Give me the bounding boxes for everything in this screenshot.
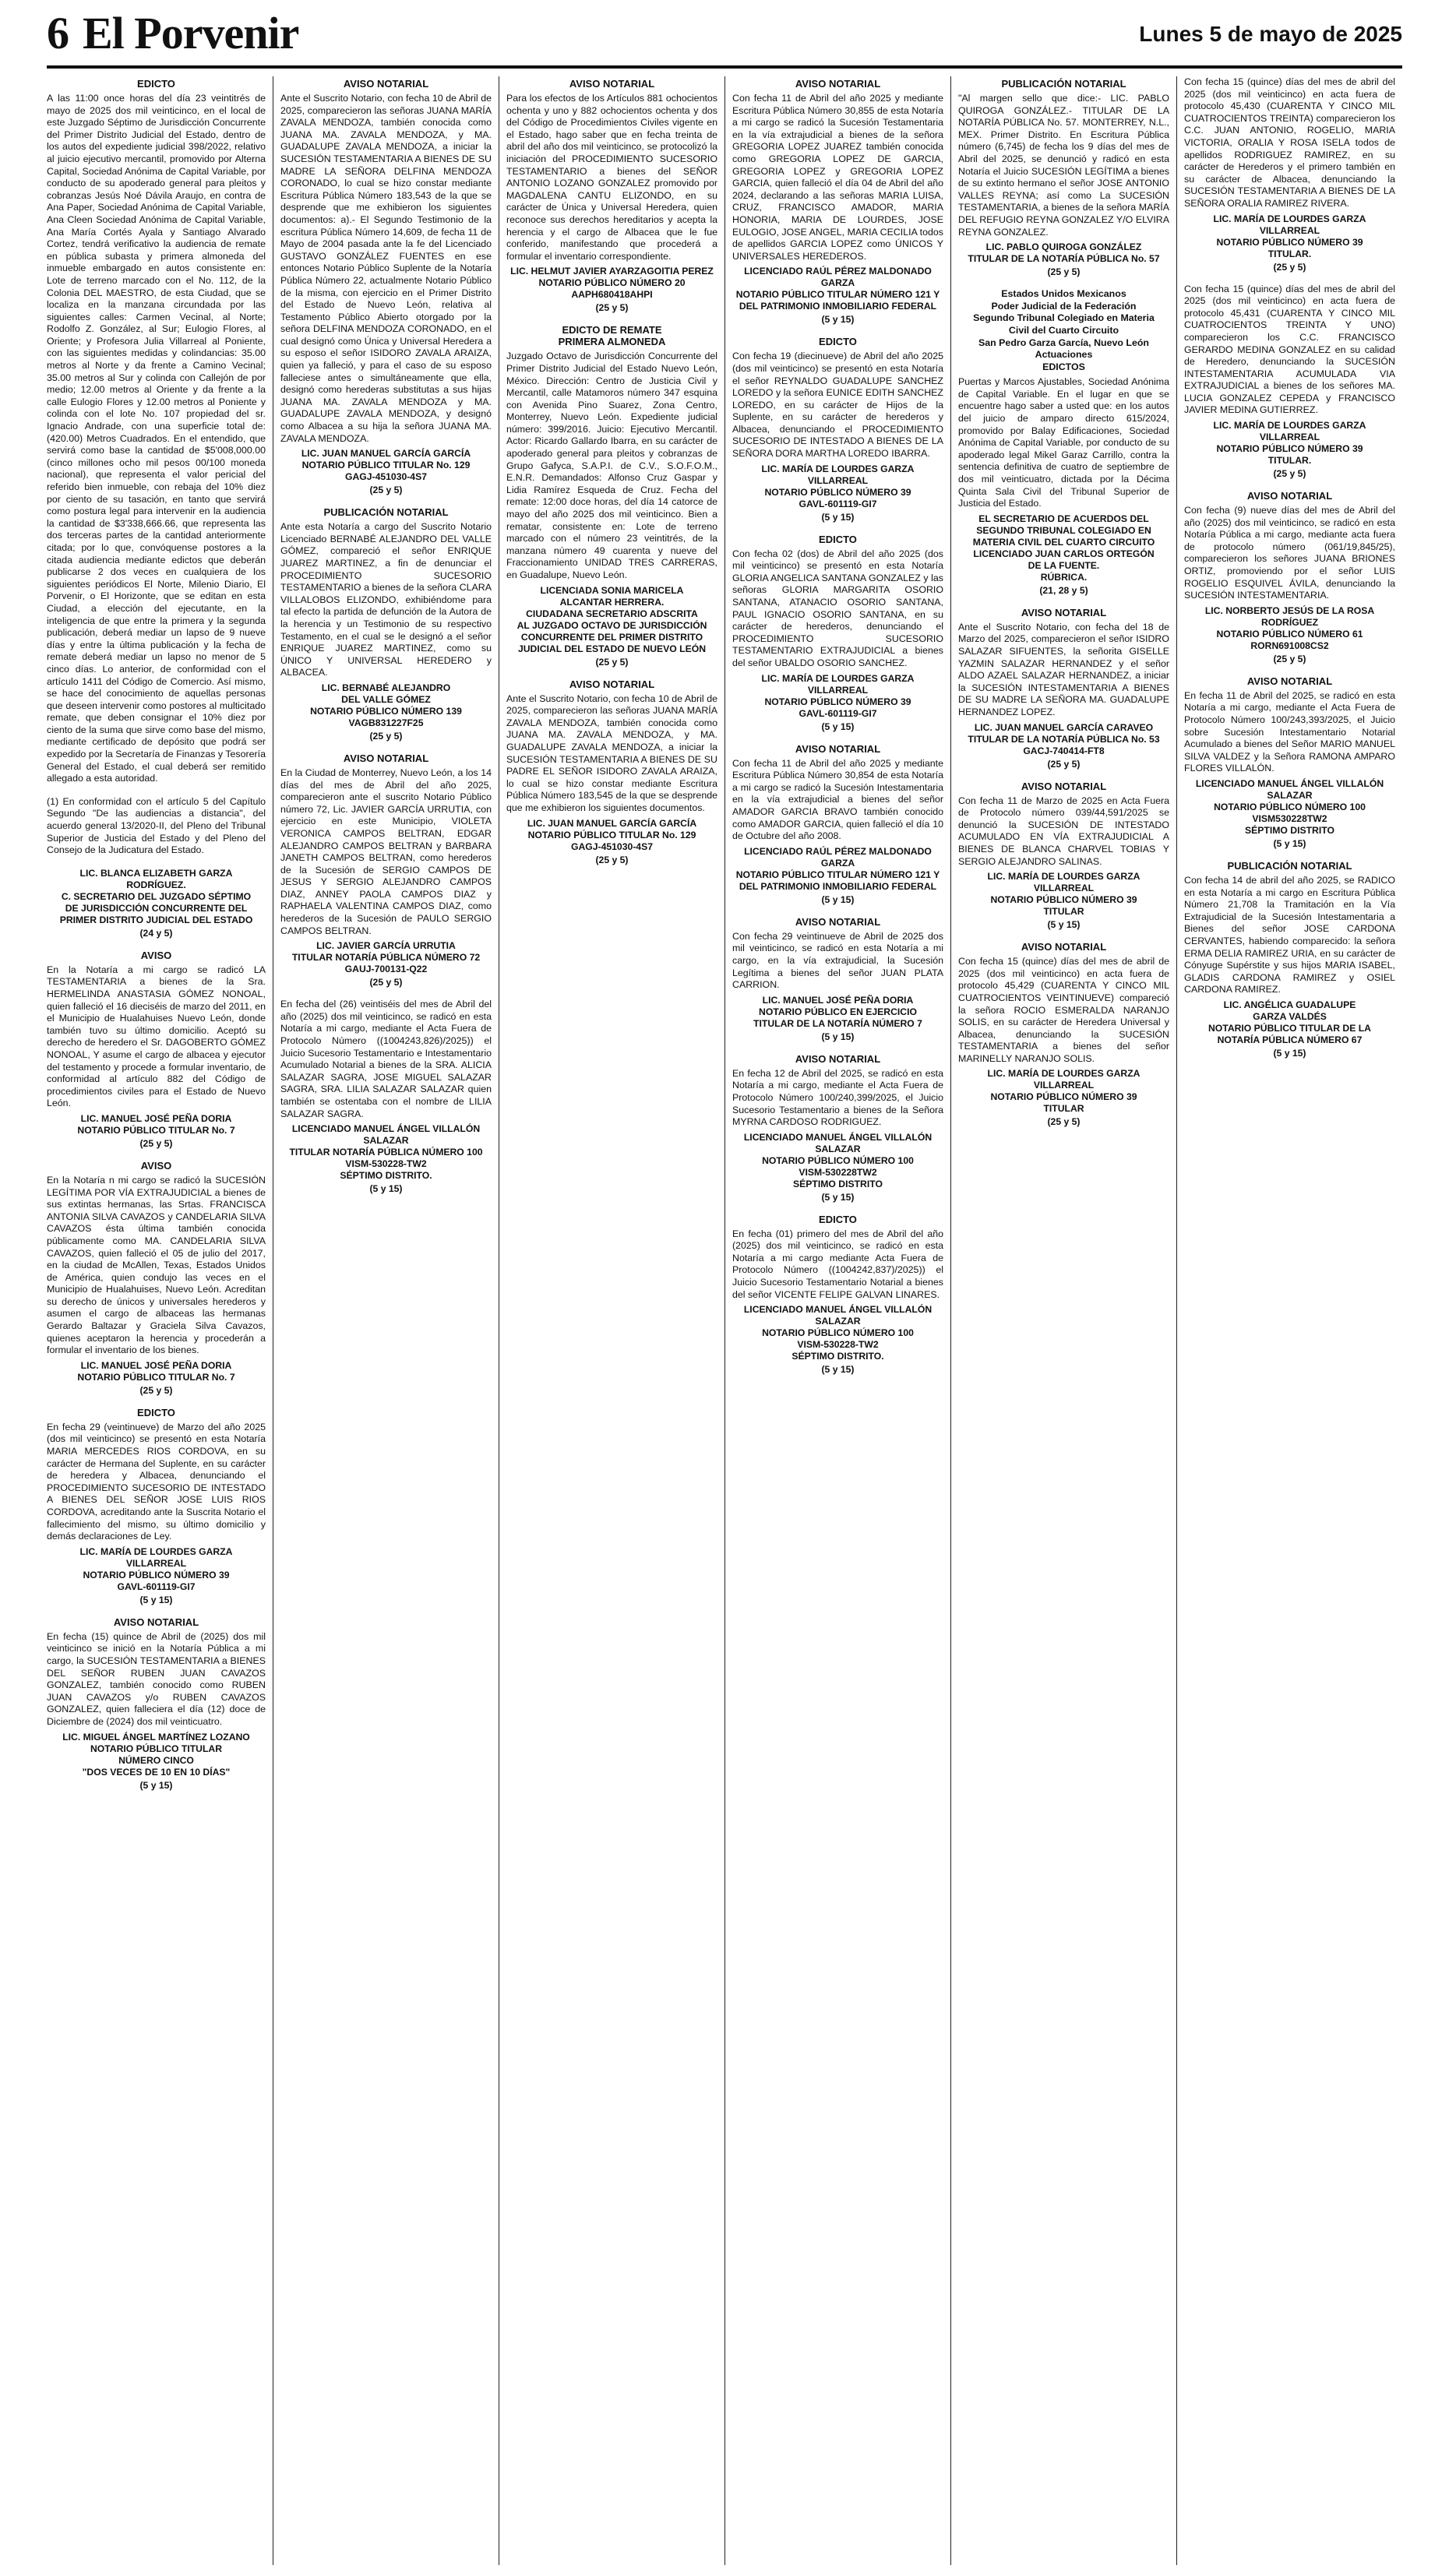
publication-dates: (25 y 5) [369,485,403,496]
legal-notice [506,78,717,313]
notice-body: En fecha 29 (veintinueve) de Marzo del año 2025 (dos mil veinticinco) se presentó en esta Notaría MARIA MERCEDES RIOS CORDOVA, en su carácter de Hermana del Suplente, en su carácter de heredera y Albacea, denunciando el PROCEDIMIENTO SUCESORIO DE INTESTADO A BIENES DEL SEÑOR JOSE LUIS RIOS CORDOVA, acreditando ante la Suscrita Notario el fallecimiento del mismo, su último domicilio y demás declaraciones de Ley. [47,1421,266,1542]
publication-dates: (5 y 15) [1047,919,1081,931]
legal-notice [506,324,717,667]
court-heading: Estados Unidos Mexicanos Poder Judicial de la Federación Segundo Tribunal Colegiado en Materia Civil del Cuarto Circuito San Pedro Garza García, Nuevo León Actuaciones EDICTOS [973,288,1155,372]
notice-body: Con fecha 29 veintinueve de Abril de 2025 dos mil veinticinco, se radicó en esta Notaría a mi cargo, en la vía extrajudicial, la Sucesión Legítima a bienes del señor JUAN PLATA CARRION. [732,930,943,991]
publication-dates: (25 y 5) [1273,261,1306,273]
legal-notice [280,752,492,988]
newspaper-name: El Porvenir [83,8,299,58]
notice-columns [47,76,1402,2565]
notice-signature: LIC. MANUEL JOSÉ PEÑA DORIA NOTARIO PÚBLICO TITULAR No. 7 [77,1112,235,1136]
publication-dates: (5 y 15) [821,1364,855,1376]
column-1 [47,76,273,2565]
notice-title: AVISO NOTARIAL [1246,490,1333,502]
notice-signature: LICENCIADO RAÚL PÉREZ MALDONADO GARZA NOTARIO PÚBLICO TITULAR NÚMERO 121 Y DEL PATRIMONIO INMOBILIARIO FEDERAL [735,266,940,312]
legal-notice [47,796,266,857]
publication-dates: (25 y 5) [1273,468,1306,480]
legal-notice [732,534,943,732]
notice-body: "Al margen sello que dice:- LIC. PABLO QUIROGA GONZÁLEZ.- TITULAR DE LA NOTARÍA PÚBLICA No. 57. MONTERREY, N.L., MEX. Primer Distrito. En Escritura Pública número (6,745) de fecha los 9 días del mes de Abril del 2025, se denunció y radicó en esta Notaría el Juicio SUCESIÓN LEGÍTIMA a bienes de su extinto hermano el señor JOSE ANTONIO VALLES REYNA; así como La SUCESIÓN TESTAMENTARIA, a bienes de la señora MARÍA DEL REFUGIO REYNA GONZALEZ Y/O ELVIRA REYNA GONZALEZ. [958,93,1169,238]
legal-notice [958,288,1169,596]
notice-title: EDICTO [819,336,857,348]
notice-signature: LIC. MARÍA DE LOURDES GARZA VILLARREAL NOTARIO PÚBLICO NÚMERO 39 TITULAR [987,1068,1141,1115]
notice-signature: LIC. MARÍA DE LOURDES GARZA VILLARREAL NOTARIO PÚBLICO NÚMERO 39 TITULAR. [1213,420,1366,467]
notice-signature: LIC. JUAN MANUEL GARCÍA CARAVEO TITULAR DE LA NOTARÍA PÚBLICA No. 53 GACJ-740414-FT8 [968,721,1160,756]
publication-dates: (5 y 15) [821,511,855,523]
publication-dates: (25 y 5) [369,730,403,742]
publication-dates: (5 y 15) [821,893,855,905]
publication-dates: (25 y 5) [139,1384,173,1396]
notice-signature: LIC. JUAN MANUEL GARCÍA GARCÍA NOTARIO PÚBLICO TITULAR No. 129 GAGJ-451030-4S7 [301,448,471,483]
notice-title: AVISO NOTARIAL [795,78,881,90]
notice-signature: LIC. NORBERTO JESÚS DE LA ROSA RODRÍGUEZ NOTARIO PÚBLICO NÚMERO 61 RORN691008CS2 [1204,604,1375,651]
notice-signature: LIC. HELMUT JAVIER AYARZAGOITIA PEREZ NOTARIO PÚBLICO NÚMERO 20 AAPH680418AHPI [510,266,714,301]
column-6 [1176,76,1402,2565]
notice-signature: LICENCIADO MANUEL ÁNGEL VILLALÓN SALAZAR NOTARIO PÚBLICO NÚMERO 100 VISM530228TW2 SÉPTIMO DISTRITO [1195,777,1384,836]
legal-notice [47,868,266,939]
notice-title: AVISO NOTARIAL [113,1616,199,1628]
legal-notice [732,916,943,1042]
publication-dates: (5 y 15) [139,1594,173,1605]
notice-body: Con fecha 15 (quince) días del mes de abril del 2025 (dos mil veinticinco) en acta fuera de protocolo 45,430 (CUARENTA Y CINCO MIL CUATROCIENTOS TREINTA) comparecieron los C.C. JUAN ANTONIO, ROGELIO, MARIA VICTORIA, ORALIA Y ROSA ISELA todos de apellidos RODRIGUEZ RAMIREZ, en su carácter de Herederos y el primero también en su carácter de Albacea, denunciando la SUCESIÓN TESTAMENTARIA A BIENES DE LA SEÑORA ORALIA RAMIREZ RIVERA. [1184,76,1395,209]
notice-title: PUBLICACIÓN NOTARIAL [1001,78,1126,90]
notice-body: Con fecha 02 (dos) de Abril del año 2025 (dos mil veinticinco) se presentó en esta Notaría GLORIA ANGELICA SANTANA GONZALEZ y las señoras GLORIA MARGARITA OSORIO SANTANA, ATANACIO OSORIO SANTANA, PAUL IGNACIO OSORIO SANTANA, en su carácter de herederos, denunciando el PROCEDIMIENTO SUCESORIO TESTAMENTARIO EXTRAJUDICIAL a bienes del señor UBALDO OSORIO SANCHEZ. [732,548,943,668]
publication-dates: (21, 28 y 5) [1039,584,1088,596]
notice-title: AVISO NOTARIAL [1021,780,1107,792]
notice-title: AVISO [140,1159,172,1172]
notice-signature: LIC. MANUEL JOSÉ PEÑA DORIA NOTARIO PÚBLICO EN EJERCICIO TITULAR DE LA NOTARÍA NÚMERO 7 [753,994,922,1029]
legal-notice [732,1214,943,1376]
legal-notice [732,1053,943,1203]
notice-title: AVISO NOTARIAL [1021,941,1107,953]
notice-body: Con fecha 11 de Abril del año 2025 y mediante Escritura Pública Número 30,855 de esta Notaría a mi cargo se radicó la Sucesión Testamentaria en la vía extrajudicial a bienes de la señora GREGORIA LOPEZ JUAREZ también conocida como GREGORIA LOPEZ DE GARCIA, GREGORIA LOPEZ y GREGORIA LOPEZ GARCIA, quien falleció el día 04 de Abril del año 2024, declarando a las señoras MARIA LUISA, CRUZ, FRANCISCO AMADOR, MARIA HONORIA, MARIA DE LOURDES, JOSE EULOGIO, JOSE ANGEL, MARIA CECILIA todos de apellidos GARCIA LOPEZ como ÚNICOS Y UNIVERSALES HEREDEROS. [732,93,943,262]
publication-dates: (25 y 5) [139,1137,173,1149]
publication-dates: (25 y 5) [1047,266,1081,278]
notice-signature: LICENCIADO RAÚL PÉREZ MALDONADO GARZA NOTARIO PÚBLICO TITULAR NÚMERO 121 Y DEL PATRIMONIO INMOBILIARIO FEDERAL [735,845,940,892]
notice-body: Juzgado Octavo de Jurisdicción Concurrente del Primer Distrito Judicial del Estado Nuevo León, México. Dirección: Centro de Justicia Civil y Mercantil, calle Matamoros número 347 esquina con Avenida Pino Suarez, Zona Centro, Monterrey, Nuevo León. Expediente judicial número: 399/2016. Juicio: Ejecutivo Mercantil. Actor: Ricardo Gallardo Ibarra, en su carácter de apoderado general para pleitos y cobranzas de Grupo Gafyca, S.A.P.I. de C.V., S.O.F.O.M., E.N.R. Demandados: Alfonso Cruz Gaspar y Lidia Ramírez Esqueda de Cruz. Fecha del remate: 12:00 doce horas, del día 14 catorce de mayo del año 2025 dos mil veinticinco. Bien a rematar, consistente en: Lote de terreno marcado con el número 23 veintitrés, de la manzana número 49 cuarenta y nueve del Fraccionamiento UNIDAD TRES CARRERAS, en Guadalupe, Nuevo León. [506,351,717,580]
notice-signature: LIC. JAVIER GARCÍA URRUTIA TITULAR NOTARÍA PÚBLICA NÚMERO 72 GAUJ-700131-Q22 [291,940,481,975]
publication-dates: (24 y 5) [139,927,173,939]
column-3 [499,76,724,2565]
publication-dates: (25 y 5) [1047,1116,1081,1128]
notice-title: EDICTO DE REMATE PRIMERA ALMONEDA [558,324,666,348]
legal-notice [47,1616,266,1791]
legal-notice [958,941,1169,1127]
notice-signature: LIC. MARÍA DE LOURDES GARZA VILLARREAL NOTARIO PÚBLICO NÚMERO 39 GAVL-601119-GI7 [761,463,915,509]
notice-title: EDICTO [137,1406,175,1418]
notice-body: A las 11:00 once horas del día 23 veintitrés de mayo de 2025 dos mil veinticinco, en el local de este Juzgado Séptimo de Jurisdicción Concurrente del Primer Distrito Judicial del Estado, dentro de los autos del expediente judicial 398/2022, relativo al juicio ejecutivo mercantil, promovido por Alterna Capital, Sociedad Anónima de Capital Variable, por conducto de su apoderado general para pleitos y cobranzas Jesús Noé Dávila Araujo, en contra de Ana Paper, Sociedad Anónima de Capital Variable, Ana Cleen Sociedad Anónima de Capital Variable, Ana María Cortés Ayala y Santiago Alvarado Cortez, tendrá verificativo la audiencia de remate en pública subasta y primera almoneda del inmueble embargado en autos consistente en: Lote de terreno marcado con el No. 112, de la Colonia DEL MAESTRO, de esta Ciudad, que se localiza en la manzana circundada por las siguientes calles: Carmen Vecinal, al Norte; Rodolfo Z. González, al Sur; Eulogio Flores, al Oriente; y Profesora Julia Villarreal al Poniente, con las siguientes medidas y colindancias: 35.00 metros al Norte y da frente a Camino Vecinal; 35.00 metros al Sur y colinda con Callejón de por medio; 12.00 metros al Oriente y da frente a la calle Eulogio Flores y 12.00 metros al Poniente y colinda con el lote No. 107 propiedad del sr. Ignacio Andrade, con una superficie total de: (420.00) Metros Cuadrados. En el entendido, que servirá como base la cantidad de $5'008,000.00 (cinco millones ocho mil pesos 00/100 moneda nacional), que representa el valor pericial del referido bien inmueble, con rebaja del 10% diez por ciento de su tasación, en tanto que servirá como postura legal para intervenir en la audiencia la cantidad de $3'338,666.66, que representa las dos terceras partes de la cantidad anteriormente citada; por lo que, convóquense postores a la citada audiencia mediante edictos que deberán publicarse 2 dos veces en cualquiera de los siguientes periódicos El Norte, Milenio Diario, El Porvenir, o El Horizonte, que se editan en esta Ciudad, a elección del ejecutante, en la inteligencia de que entre la primera y la segunda publicación, deberá mediar un lapso de 9 nueve días y entre la última publicación y la fecha de remate deberá mediar un lapso no menor de 5 cinco días. Lo anterior, de conformidad con el artículo 1411 del Código de Comercio. Así mismo, se hace del conocimiento de aquellas personas que deseen intervenir como postores al multicitado remate, que deben consignar el 10% diez por ciento de la suma que sirve como base del mismo, mediante certificado de depósito que podrá ser expedido por la Secretaría de Finanzas y Tesorería General del Estado, el cual deberá ser remitido allegado a esta autoridad. [47,93,266,784]
notice-body: En la Notaría n mi cargo se radicó la SUCESIÓN LEGÍTIMA POR VÍA EXTRAJUDICIAL a bienes de sus extintas hermanas, las Srtas. FRANCISCA ANTONIA SILVA CAVAZOS y CANDELARIA SILVA CAVAZOS ésta última también conocida públicamente como MA. CANDELARIA SILVA CAVAZOS, quien falleció el 05 de julio del 2017, en la ciudad de McAllen, Texas, Estados Unidos de América, quien condujo las veces en el Municipio de Hualahuises, Nuevo León. Acreditan su derecho de únicos y universales herederos y asumen el cargo de albaceas las hermanas Gerardo Baltazar y Graciela Silva Cavazos, quienes aceptaron la herencia y procederán a formular el inventario de los bienes. [47,1174,266,1356]
notice-body: Con fecha 15 (quince) días del mes de abril de 2025 (dos mil veinticinco) en acta fuera de protocolo 45,429 (CUARENTA Y CINCO MIL CUATROCIENTOS VEINTINUEVE) compareció la señora ROCIO ESMERALDA NARANJO SOLIS, en su carácter de Heredera Universal y Albacea, denunciando la SUCESIÓN TESTAMENTARIA a bienes del señor MARINELLY NARANJO SOLIS. [958,956,1169,1064]
column-2 [273,76,499,2565]
page-number: 6 [47,8,69,58]
notice-title: AVISO NOTARIAL [343,78,429,90]
publication-dates: (25 y 5) [369,977,403,988]
notice-signature: LICENCIADA SONIA MARICELA ALCANTAR HERRERA. CIUDADANA SECRETARIO ADSCRITA AL JUZGADO OCTAVO DE JURISDICCIÓN CONCURRENTE DEL PRIMER DISTRITO JUDICIAL DEL ESTADO DE NUEVO LEÓN [516,584,707,654]
publication-dates: (25 y 5) [1047,758,1081,770]
notice-signature: LIC. JUAN MANUEL GARCÍA GARCÍA NOTARIO PÚBLICO TITULAR No. 129 GAGJ-451030-4S7 [527,817,697,852]
notice-signature: LIC. MARÍA DE LOURDES GARZA VILLARREAL NOTARIO PÚBLICO NÚMERO 39 GAVL-601119-GI7 [79,1545,233,1592]
legal-notice [1184,284,1395,480]
notice-title: AVISO [140,949,172,961]
notice-body: En fecha del (26) veintiséis del mes de Abril del año (2025) dos mil veinticinco, se radicó en esta Notaría a mi cargo, mediante el Acta Fuera de Protocolo Número ((1004243,826)/2025)) el Juicio Sucesorio Testamentario e Intestamentario Acumulado Notarial a bienes de la SRA. ALICIA SALAZAR SAGRA, JOSE MIGUEL SALAZAR SAGRA, SRA. LILIA SALAZAR SALAZAR quien también se ostentaba con el nombre de LILIA SALAZAR SAGRA. [280,999,492,1119]
notice-body: En fecha 11 de Abril del 2025, se radicó en esta Notaría a mi cargo, mediante el Acta Fuera de Protocolo Número 100/243,393/2025, el Juicio sobre Sucesión Intestamentario Notarial Acumulado a bienes del Señor MARIO MANUEL SILVA VALDEZ y la Señora RAMONA AMPARO FLORES VILLALÓN. [1184,689,1395,774]
notice-signature: LIC. MARÍA DE LOURDES GARZA VILLARREAL NOTARIO PÚBLICO NÚMERO 39 TITULAR [987,871,1141,918]
notice-body: En fecha (15) quince de Abril de (2025) dos mil veinticinco se inició en la Notaría Pública a mi cargo, la SUCESIÓN TESTAMENTARIA a BIENES DEL SEÑOR RUBEN JUAN CAVAZOS GONZALEZ, también conocido como RUBEN JUAN CAVAZOS y/o RUBEN CAVAZOS GONZALEZ, quien falleciera el día (12) doce de Diciembre de (2024) dos mil veinticuatro. [47,1630,266,1727]
legal-notice [1184,490,1395,664]
masthead-rule [47,65,1402,69]
legal-notice [1184,860,1395,1059]
publication-dates: (25 y 5) [595,302,629,314]
notice-title: AVISO NOTARIAL [1246,675,1333,687]
notice-body: Para los efectos de los Artículos 881 ochocientos ochenta y uno y 882 ochocientos ochenta y dos del Código de Procedimientos Civiles vigente en el Estado, hago saber que en fecha treinta de abril del año dos mil veinticinco, se protocolizó la iniciación del PROCEDIMIENTO SUCESORIO TESTAMENTARIO a bienes del SEÑOR ANTONIO LOZANO GONZALEZ promovido por MAGDALENA CANTU ELIZONDO, en su carácter de Única y Universal Heredera, quien reconoce sus derechos hereditarios y acepta la herencia y el cargo de Albacea que le fue conferido, manifestando que procederá a formular el inventario correspondiente. [506,93,717,262]
publication-date: Lunes 5 de mayo de 2025 [1139,22,1402,46]
notice-body: Con fecha 11 de Marzo de 2025 en Acta Fuera de Protocolo número 039/44,591/2025 se denunció la SUCESIÓN DE INTESTADO ACUMULADO EN VÍA EXTRAJUDICIAL A BIENES DE BLANCA CHARVEL TOBIAS Y SERGIO ALEJANDRO SALINAS. [958,795,1169,867]
publication-dates: (25 y 5) [1273,653,1306,664]
notice-signature: LIC. BERNABÉ ALEJANDRO DEL VALLE GÓMEZ NOTARIO PÚBLICO NÚMERO 139 VAGB831227F25 [310,682,462,728]
notice-signature: LIC. ANGÉLICA GUADALUPE GARZA VALDÉS NOTARIO PÚBLICO TITULAR DE LA NOTARÍA PÚBLICA NÚMERO 67 [1208,999,1371,1045]
notice-signature: LICENCIADO MANUEL ÁNGEL VILLALÓN SALAZAR NOTARIO PÚBLICO NÚMERO 100 VISM-530228TW2 SÉPTIMO DISTRITO [743,1131,933,1189]
notice-title: AVISO NOTARIAL [795,915,881,928]
legal-notice [47,78,266,785]
notice-title: PUBLICACIÓN NOTARIAL [1227,859,1352,872]
notice-signature: LIC. MIGUEL ÁNGEL MARTÍNEZ LOZANO NOTARIO PÚBLICO TITULAR NÚMERO CINCO "DOS VECES DE 10 EN 10 DÍAS" [62,1731,250,1778]
publication-dates: (5 y 15) [821,1191,855,1203]
notice-body: Ante el Suscrito Notario, con fecha del 18 de Marzo del 2025, comparecieron el señor ISIDRO SALAZAR SIFUENTES, la señorita GISELLE YAZMIN SALAZAR HERNANDEZ y el señor ALDO AZAEL SALAZAR HERNANDEZ, a iniciar la SUCESIÓN INTESTAMENTARIA A BIENES DE SU MADRE LA SEÑORA MA. GUADALUPE HERNANDEZ LOPEZ. [958,621,1169,717]
legal-notice [1184,76,1395,273]
notice-signature: LICENCIADO MANUEL ÁNGEL VILLALÓN SALAZAR TITULAR NOTARÍA PÚBLICA NÚMERO 100 VISM-530228-TW2 SÉPTIMO DISTRITO. [289,1123,483,1182]
legal-notice [1184,675,1395,849]
notice-title: EDICTO [819,533,857,545]
notice-signature: LIC. PABLO QUIROGA GONZÁLEZ TITULAR DE LA NOTARÍA PÚBLICA No. 57 [968,241,1160,265]
column-4 [724,76,950,2565]
notice-signature: LIC. MARÍA DE LOURDES GARZA VILLARREAL NOTARIO PÚBLICO NÚMERO 39 GAVL-601119-GI7 [761,672,915,719]
publication-dates: (5 y 15) [369,1183,403,1195]
notice-body: En la Notaría a mi cargo se radicó LA TESTAMENTARIA a bienes de la Sra. HERMELINDA ANASTASIA GÓMEZ NONOAL, quien falleció el 16 dieciséis de marzo del 2011, en el Municipio de Hualahuises Nuevo León, donde también tuvo su último domicilio. Aceptó su derecho de heredero el Sr. DAGOBERTO GÓMEZ NONOAL, Y asume el cargo de albacea y ejecutor del testamento y procede a formular inventario, de conformidad al artículo 882 del Código de procedimientos civiles para el Estado de Nuevo León. [47,964,266,1109]
legal-notice [280,78,492,495]
notice-signature: LIC. BLANCA ELIZABETH GARZA RODRÍGUEZ. C. SECRETARIO DEL JUZGADO SÉPTIMO DE JURISDICCIÓN CONCURRENTE DEL PRIMER DISTRITO JUDICIAL DEL ESTADO [59,867,253,925]
notice-body: Ante esta Notaría a cargo del Suscrito Notario Licenciado BERNABÉ ALEJANDRO DEL VALLE GÓMEZ, compareció el señor ENRIQUE JUAREZ MARTINEZ, a fin de denunciar el PROCEDIMIENTO SUCESORIO TESTAMENTARIO a bienes de la señora CLARA VILLALOBOS ELIZONDO, exhibiéndome para tal efecto la partida de defunción de la Autora de la herencia y un Testimonio de su respectivo Testamento, en el cual se le designó a el señor ENRIQUE JUAREZ MARTINEZ, como su ÚNICO Y UNIVERSAL HEREDERO y ALBACEA. [280,521,492,678]
legal-notice [506,678,717,865]
publication-dates: (5 y 15) [821,1031,855,1042]
legal-notice [732,78,943,325]
notice-body: Ante el Suscrito Notario, con fecha 10 de Abril de 2025, comparecieron las señoras JUANA MARÍA ZAVALA MENDOZA, también conocida como JUANA MA. ZAVALA MENDOZA, y MA. GUADALUPE ZAVALA MENDOZA, a iniciar la SUCESIÓN TESTAMENTARIA A BIENES DE SU MADRE LA SEÑORA DELFINA MENDOZA CORONADO, lo cual se hizo constar mediante Escritura Pública Número 183,543 de la que se desprende que me exhibieron los siguientes documentos: a).- El Segundo Testimonio de la escritura Pública Número 14,609, de fecha 11 de Mayo de 2004 pasada ante la fe del Licenciado GUSTAVO GONZÁLEZ FUENTES en ese entonces Notario Público Suplente de la Notaría Pública Número 22, actualmente Notario Público de la misma, con ejercicio en el Primer Distrito del Estado de Nuevo León, relativa al Testamento Público Abierto otorgado por la señora DELFINA MENDOZA CORONADO, en el cual designó como Única y Universal Heredera a su esposo el señor ISIDORO ZAVALA ARAIZA, quien ya falleció, y para el caso de su esposo falleciese antes o simultáneamente que ella, designó como herederas substitutas a sus hijas JUANA MA. ZAVALA MENDOZA y MA. GUADALUPE ZAVALA MENDOZA, y designó como Albacea a su hija la señora JUANA MA. ZAVALA MENDOZA. [280,93,492,444]
publication-dates: (5 y 15) [139,1779,173,1791]
notice-title: EDICTO [137,78,175,90]
notice-body: Con fecha 15 (quince) días del mes de abril del 2025 (dos mil veinticinco) en acta fuera de protocolo 45,431 (CUARENTA Y CINCO MIL CUATROCIENTOS TREINTA Y UNO) comparecieron los C.C. FRANCISCO GERARDO MEDINA GONZALEZ en su calidad de Heredero, denunciando la SUCESIÓN INTESTAMENTARIA ACUMULADA VIA EXTRAJUDICIAL a bienes de los señores MA. LUCIA GONZALEZ CEPEDA y FRANCISCO JAVIER MEDINA GUTIERREZ. [1184,283,1395,416]
masthead [0,0,1449,67]
notice-body: En fecha 12 de Abril del 2025, se radicó en esta Notaría a mi cargo, mediante el Acta Fuera de Protocolo Número 100/240,399/2025, el Juicio Sucesorio Testamentario a bienes de la Señora MYRNA CARDOSO RODRIGUEZ. [732,1067,943,1128]
notice-title: EDICTO [819,1213,857,1225]
publication-dates: (5 y 15) [821,721,855,732]
notice-signature: LIC. MANUEL JOSÉ PEÑA DORIA NOTARIO PÚBLICO TITULAR No. 7 [77,1359,235,1383]
notice-body: Con fecha 14 de abril del año 2025, se RADICO en esta Notaría a mi cargo en Escritura Pública Número 21,708 la Tramitación en la Vía Extrajudicial de la Sucesión Intestamentaria a Bienes del señor JOSE CARDONA CERVANTES, habiendo comparecido: la señora ERMA DELIA RAMIREZ URIA, en su carácter de Cónyuge Supérstite y sus hijos MARIA ISABEL, GLADIS CARDONA RAMIREZ y OSIEL CARDONA RAMIREZ. [1184,874,1395,996]
publication-dates: (5 y 15) [1273,837,1306,849]
notice-body: En fecha (01) primero del mes de Abril del año (2025) dos mil veinticinco, se radicó en esta Notaría a mi cargo mediante Acta Fuera de Protocolo Número ((1004242,837)/2025)) el Juicio Sucesorio Testamentario Notarial a bienes del señor VICENTE FELIPE GALVAN LINARES. [732,1228,943,1300]
notice-title: AVISO NOTARIAL [343,752,429,764]
publication-dates: (25 y 5) [595,854,629,865]
notice-body: Puertas y Marcos Ajustables, Sociedad Anónima de Capital Variable. En el lugar en que se encuentre hago saber a usted que: en los autos del juicio de amparo directo 615/2024, promovido por Balay Edificaciones, Sociedad Anónima de Capital Variable, por conducto de su apoderado legal Mikel Garaz Carrillo, contra la sentencia definitiva de cuatro de septiembre de dos mil veinticuatro, dictada por la Décima Quinta Sala Civil del Tribunal Superior de Justicia del Estado. [958,376,1169,509]
notice-signature: LIC. MARÍA DE LOURDES GARZA VILLARREAL NOTARIO PÚBLICO NÚMERO 39 TITULAR. [1213,213,1366,259]
notice-body: En la Ciudad de Monterrey, Nuevo León, a los 14 días del mes de Abril del año 2025, comparecieron ante el suscrito Notario Público número 72, Lic. JAVIER GARCÍA URRUTIA, con ejercicio en este Municipio, VIOLETA VERONICA CAMPOS BELTRAN, EDGAR ALEJANDRO CAMPOS BELTRAN y BARBARA JANETH CAMPOS BELTRAN, como herederos de la Sucesión de SERGIO CAMPOS DE JESUS Y SERGIO ALEJANDRO CAMPOS DIAZ, ANNEY PAOLA CAMPOS DIAZ y RAPHAELA VALENTINA CAMPOS DIAZ, como herederos de la Sucesión de PAULO SERGIO CAMPOS BELTRAN. [280,766,492,936]
legal-notice [47,1160,266,1396]
publication-dates: (5 y 15) [821,314,855,326]
notice-signature: LICENCIADO MANUEL ÁNGEL VILLALÓN SALAZAR NOTARIO PÚBLICO NÚMERO 100 VISM-530228-TW2 SÉPTIMO DISTRITO. [743,1304,933,1362]
notice-body: Ante el Suscrito Notario, con fecha 10 de Abril de 2025, comparecieron las señoras JUANA MARÍA ZAVALA MENDOZA, también conocida como JUANA MA. ZAVALA MENDOZA, y MA. GUADALUPE ZAVALA MENDOZA, a iniciar la SUCESIÓN TESTAMENTARIA A BIENES DE SU PADRE EL SEÑOR ISIDORO ZAVALA ARAIZA, lo cual se hizo constar mediante Escritura Pública Número 183,545 de la que se desprende que me exhibieron los siguientes documentos. [506,692,717,813]
notice-body: (1) En conformidad con el artículo 5 del Capítulo Segundo "De las audiencias a distancia", del acuerdo general 13/2020-II, del Pleno del Tribunal Superior de Justicia del Estado y del Pleno del Consejo de la Judicatura del Estado. [47,795,266,856]
notice-body: Con fecha (9) nueve días del mes de Abril del año (2025) dos mil veinticinco, se radicó en esta Notaría Pública a mi cargo, mediante acta fuera de protocolo número (061/19,845/25), comparecieron los señores JUANA BRIONES ORTIZ, promoviendo por el señor LUIS ROGELIO ESQUIVEL ÁVILA, denunciando la SUCESIÓN INTESTAMENTARIA. [1184,505,1395,601]
legal-notice [47,950,266,1149]
legal-notice [47,1407,266,1605]
publication-dates: (5 y 15) [1273,1047,1306,1059]
notice-body: Con fecha 11 de Abril del año 2025 y mediante Escritura Pública Número 30,854 de esta Notaría a mi cargo se radicó la Sucesión Intestamentaria en la vía extrajudicial a bienes del señor AMADOR GARCIA BRAVO también conocido como AMADOR GARCIA, quien falleció el día 10 de Octubre del año 2008. [732,757,943,842]
legal-notice [280,999,492,1194]
notice-title: AVISO NOTARIAL [795,742,881,755]
notice-title: AVISO NOTARIAL [569,78,655,90]
notice-title: AVISO NOTARIAL [1021,606,1107,618]
notice-signature: EL SECRETARIO DE ACUERDOS DEL SEGUNDO TRIBUNAL COLEGIADO EN MATERIA CIVIL DEL CUARTO CIRCUITO LICENCIADO JUAN CARLOS ORTEGÓN DE LA FUENTE. RÚBRICA. [972,513,1155,583]
legal-notice [958,607,1169,770]
notice-body: Con fecha 19 (diecinueve) de Abril del año 2025 (dos mil veinticinco) se presentó en esta Notaría el señor REYNALDO GUADALUPE SANCHEZ LOREDO y la señora EUNICE EDITH SANCHEZ LOREDO, en su carácter de Hijos de la Suplente, en su carácter de herederos y Albacea, denunciando el PROCEDIMIENTO SUCESORIO DE INTESTADO A BIENES DE LA SEÑORA DORA MARTHA LOREDO IBARRA. [732,351,943,460]
publication-dates: (25 y 5) [595,656,629,668]
notice-title: AVISO NOTARIAL [569,678,655,690]
notice-title: AVISO NOTARIAL [795,1052,881,1065]
notice-title: PUBLICACIÓN NOTARIAL [323,506,449,519]
legal-notice [280,506,492,742]
column-5 [950,76,1176,2565]
legal-notice [732,743,943,905]
legal-notice [958,781,1169,931]
legal-notice [732,336,943,522]
legal-notice [958,78,1169,277]
